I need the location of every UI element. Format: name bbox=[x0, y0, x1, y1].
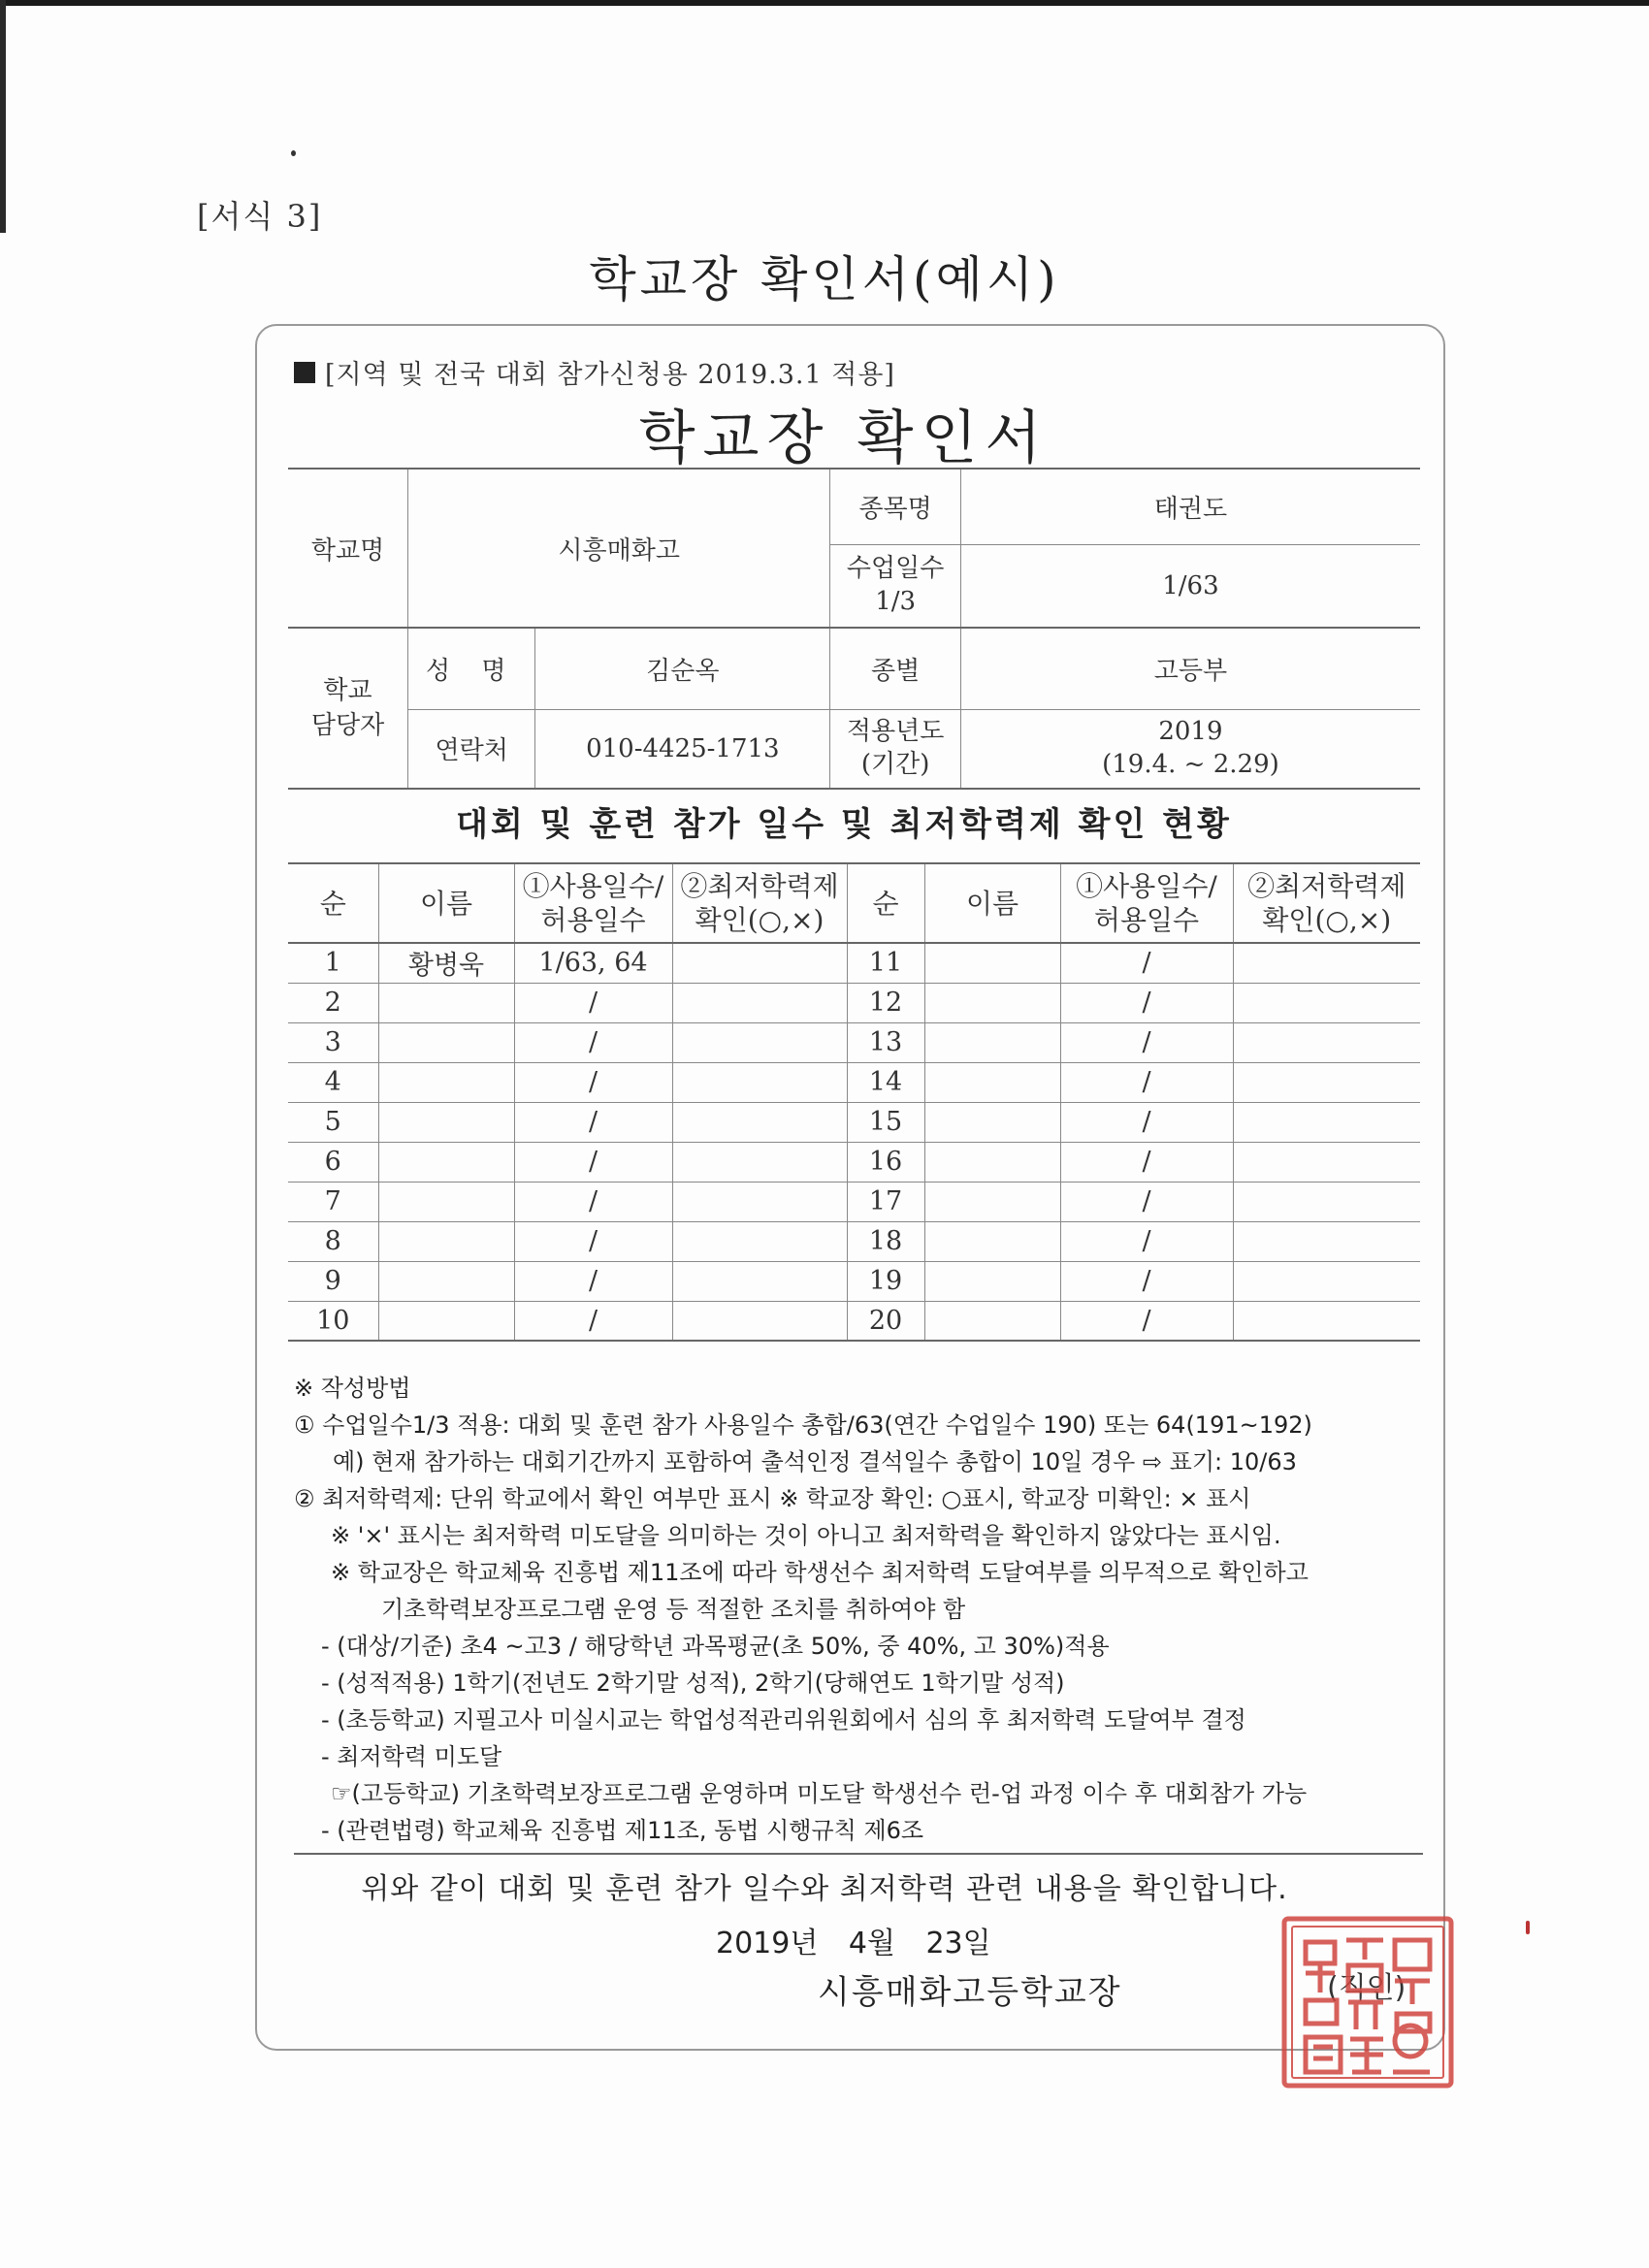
row-number: 7 bbox=[288, 1182, 378, 1221]
principal-title: 시흥매화고등학교장 bbox=[818, 1973, 1122, 2012]
used-days: / bbox=[514, 1182, 672, 1221]
participant-name bbox=[924, 1102, 1060, 1142]
used-days: / bbox=[514, 1301, 672, 1341]
official-seal-stamp bbox=[1278, 1913, 1459, 2093]
participant-name bbox=[924, 1062, 1060, 1102]
row-number: 2 bbox=[288, 983, 378, 1022]
participant-name bbox=[378, 983, 514, 1022]
instruction-line: - (초등학교) 지필고사 미실시교는 학업성적관리위원회에서 심의 후 최저학력 도달여부 결정 bbox=[321, 1706, 1246, 1733]
academic-check bbox=[1233, 1102, 1420, 1142]
contact-label: 연락처 bbox=[408, 709, 535, 789]
used-days: / bbox=[1060, 1142, 1233, 1182]
table-row bbox=[288, 1221, 1420, 1261]
table-row bbox=[288, 1261, 1420, 1301]
instruction-line: ② 최저학력제: 단위 학교에서 확인 여부만 표시 ※ 학교장 확인: ○표시, 학교장 미확인: × 표시 bbox=[294, 1485, 1251, 1512]
used-days: / bbox=[1060, 1301, 1233, 1341]
table-row bbox=[288, 1102, 1420, 1142]
scan-speck bbox=[291, 150, 296, 156]
participant-name bbox=[924, 1022, 1060, 1062]
academic-check bbox=[672, 1301, 847, 1341]
divider bbox=[294, 1853, 1423, 1855]
document-title: 학교장 확인서(예시) bbox=[589, 251, 1060, 308]
row-number: 17 bbox=[847, 1182, 924, 1221]
row-number: 14 bbox=[847, 1062, 924, 1102]
school-label: 학교명 bbox=[288, 469, 408, 628]
form-title: 학교장 확인서 bbox=[638, 405, 1050, 472]
table-row bbox=[288, 983, 1420, 1022]
col-header-name: 이름 bbox=[378, 863, 514, 943]
used-days: / bbox=[514, 1221, 672, 1261]
academic-check bbox=[672, 1022, 847, 1062]
participant-name bbox=[378, 1261, 514, 1301]
participant-name bbox=[378, 1062, 514, 1102]
used-days: / bbox=[1060, 1102, 1233, 1142]
seal-label: (직인) bbox=[1327, 1971, 1406, 2005]
row-number: 1 bbox=[288, 943, 378, 983]
row-number: 18 bbox=[847, 1221, 924, 1261]
academic-check bbox=[672, 1142, 847, 1182]
participant-name bbox=[378, 1182, 514, 1221]
signature-date: 2019년 4월 23일 bbox=[716, 1927, 991, 1960]
participation-table bbox=[288, 862, 1420, 1342]
academic-check bbox=[1233, 1182, 1420, 1221]
participant-name bbox=[924, 1221, 1060, 1261]
col-header-days: ①사용일수/ 허용일수 bbox=[1060, 863, 1233, 943]
class-days-label: 수업일수 1/3 bbox=[830, 544, 961, 628]
table-row bbox=[288, 1301, 1420, 1341]
instruction-line: - (관련법령) 학교체육 진흥법 제11조, 동법 시행규칙 제6조 bbox=[321, 1817, 924, 1844]
row-number: 20 bbox=[847, 1301, 924, 1341]
row-number: 15 bbox=[847, 1102, 924, 1142]
row-number: 5 bbox=[288, 1102, 378, 1142]
name-label: 성 명 bbox=[408, 628, 535, 709]
participant-name bbox=[924, 1301, 1060, 1341]
row-number: 10 bbox=[288, 1301, 378, 1341]
category-label: 종별 bbox=[830, 628, 961, 709]
participant-name bbox=[378, 1142, 514, 1182]
square-bullet-icon bbox=[294, 362, 315, 383]
col-header-no: 순 bbox=[288, 863, 378, 943]
school-value: 시흥매화고 bbox=[408, 469, 830, 628]
col-header-name: 이름 bbox=[924, 863, 1060, 943]
instruction-line: ※ 학교장은 학교체육 진흥법 제11조에 따라 학생선수 최저학력 도달여부를 의무적으로 확인하고 bbox=[331, 1559, 1309, 1586]
col-header-days: ①사용일수/ 허용일수 bbox=[514, 863, 672, 943]
academic-check bbox=[1233, 1142, 1420, 1182]
instruction-line: ☞(고등학교) 기초학력보장프로그램 운영하며 미도달 학생선수 런-업 과정 이수 후 대회참가 가능 bbox=[331, 1780, 1308, 1807]
instruction-line: 기초학력보장프로그램 운영 등 적절한 조치를 취하여야 함 bbox=[381, 1596, 966, 1623]
table-row bbox=[288, 1142, 1420, 1182]
academic-check bbox=[1233, 983, 1420, 1022]
table-row bbox=[288, 1182, 1420, 1221]
row-number: 3 bbox=[288, 1022, 378, 1062]
col-header-check: ②최저학력제 확인(○,×) bbox=[1233, 863, 1420, 943]
used-days: / bbox=[514, 983, 672, 1022]
academic-check bbox=[1233, 1221, 1420, 1261]
participant-name bbox=[378, 1301, 514, 1341]
instruction-line: - 최저학력 미도달 bbox=[321, 1743, 502, 1770]
participant-name bbox=[924, 1261, 1060, 1301]
section-title: 대회 및 훈련 참가 일수 및 최저학력제 확인 현황 bbox=[456, 805, 1232, 844]
year-period: (19.4. ~ 2.29) bbox=[1102, 749, 1279, 779]
academic-check bbox=[1233, 1022, 1420, 1062]
participant-name bbox=[924, 943, 1060, 983]
participant-name bbox=[378, 1221, 514, 1261]
used-days: / bbox=[1060, 1022, 1233, 1062]
used-days: / bbox=[514, 1062, 672, 1102]
used-days: / bbox=[514, 1142, 672, 1182]
scan-speck bbox=[1526, 1921, 1530, 1934]
contact-value: 010-4425-1713 bbox=[535, 709, 830, 789]
academic-check bbox=[1233, 1301, 1420, 1341]
table-row bbox=[288, 1022, 1420, 1062]
academic-check bbox=[672, 1261, 847, 1301]
manager-label: 학교 담당자 bbox=[288, 628, 408, 789]
year-cell bbox=[960, 709, 1420, 789]
class-days-value: 1/63 bbox=[960, 544, 1420, 628]
academic-check bbox=[672, 943, 847, 983]
participant-name bbox=[924, 983, 1060, 1022]
used-days: / bbox=[514, 1261, 672, 1301]
year-label: 적용년도 (기간) bbox=[830, 709, 961, 789]
used-days: / bbox=[514, 1102, 672, 1142]
row-number: 6 bbox=[288, 1142, 378, 1182]
academic-check bbox=[672, 1221, 847, 1261]
used-days: / bbox=[1060, 1221, 1233, 1261]
col-header-no: 순 bbox=[847, 863, 924, 943]
row-number: 8 bbox=[288, 1221, 378, 1261]
academic-check bbox=[672, 1182, 847, 1221]
row-number: 11 bbox=[847, 943, 924, 983]
academic-check bbox=[672, 1062, 847, 1102]
col-header-check: ②최저학력제 확인(○,×) bbox=[672, 863, 847, 943]
row-number: 12 bbox=[847, 983, 924, 1022]
sport-label: 종목명 bbox=[830, 469, 961, 544]
row-number: 16 bbox=[847, 1142, 924, 1182]
row-number: 13 bbox=[847, 1022, 924, 1062]
academic-check bbox=[1233, 1261, 1420, 1301]
instruction-line: - (대상/기준) 초4 ~고3 / 해당학년 과목평균(초 50%, 중 40%, 고 30%)적용 bbox=[321, 1633, 1110, 1660]
instructions-title: ※ 작성방법 bbox=[294, 1375, 411, 1402]
used-days: / bbox=[1060, 1062, 1233, 1102]
name-value: 김순옥 bbox=[535, 628, 830, 709]
table-row bbox=[288, 1062, 1420, 1102]
application-notice bbox=[294, 353, 895, 391]
instruction-line: ① 수업일수1/3 적용: 대회 및 훈련 참가 사용일수 총합/63(연간 수업일수 190) 또는 64(191~192) bbox=[294, 1411, 1312, 1439]
used-days: / bbox=[514, 1022, 672, 1062]
notice-text: [지역 및 전국 대회 참가신청용 2019.3.1 적용] bbox=[325, 360, 895, 390]
participant-name bbox=[378, 1022, 514, 1062]
used-days: / bbox=[1060, 1261, 1233, 1301]
used-days: / bbox=[1060, 943, 1233, 983]
participant-name bbox=[924, 1142, 1060, 1182]
instruction-line: - (성적적용) 1학기(전년도 2학기말 성적), 2학기(당해연도 1학기말 성적) bbox=[321, 1669, 1065, 1697]
participant-name: 황병욱 bbox=[378, 943, 514, 983]
row-number: 4 bbox=[288, 1062, 378, 1102]
row-number: 19 bbox=[847, 1261, 924, 1301]
participant-name bbox=[378, 1102, 514, 1142]
writing-instructions bbox=[294, 1370, 1439, 1849]
academic-check bbox=[672, 1102, 847, 1142]
category-value: 고등부 bbox=[960, 628, 1420, 709]
participant-name bbox=[924, 1182, 1060, 1221]
instruction-line: ※ '×' 표시는 최저학력 미도달을 의미하는 것이 아니고 최저학력을 확인하지 않았다는 표시임. bbox=[331, 1522, 1281, 1549]
instruction-line: 예) 현재 참가하는 대회기간까지 포함하여 출석인정 결석일수 총합이 10일 경우 ⇨ 표기: 10/63 bbox=[333, 1448, 1297, 1475]
sport-value: 태권도 bbox=[960, 469, 1420, 544]
used-days: / bbox=[1060, 983, 1233, 1022]
form-number: [서식 3] bbox=[197, 198, 323, 235]
scan-top-edge bbox=[0, 0, 1649, 6]
academic-check bbox=[672, 983, 847, 1022]
table-header-row bbox=[288, 863, 1420, 943]
confirmation-statement: 위와 같이 대회 및 훈련 참가 일수와 최저학력 관련 내용을 확인합니다. bbox=[361, 1872, 1288, 1906]
scan-left-edge bbox=[0, 0, 6, 233]
year-value: 2019 bbox=[1158, 716, 1223, 746]
used-days: / bbox=[1060, 1182, 1233, 1221]
academic-check bbox=[1233, 943, 1420, 983]
school-info-table bbox=[288, 468, 1420, 790]
row-number: 9 bbox=[288, 1261, 378, 1301]
table-row bbox=[288, 943, 1420, 983]
academic-check bbox=[1233, 1062, 1420, 1102]
used-days: 1/63, 64 bbox=[514, 943, 672, 983]
